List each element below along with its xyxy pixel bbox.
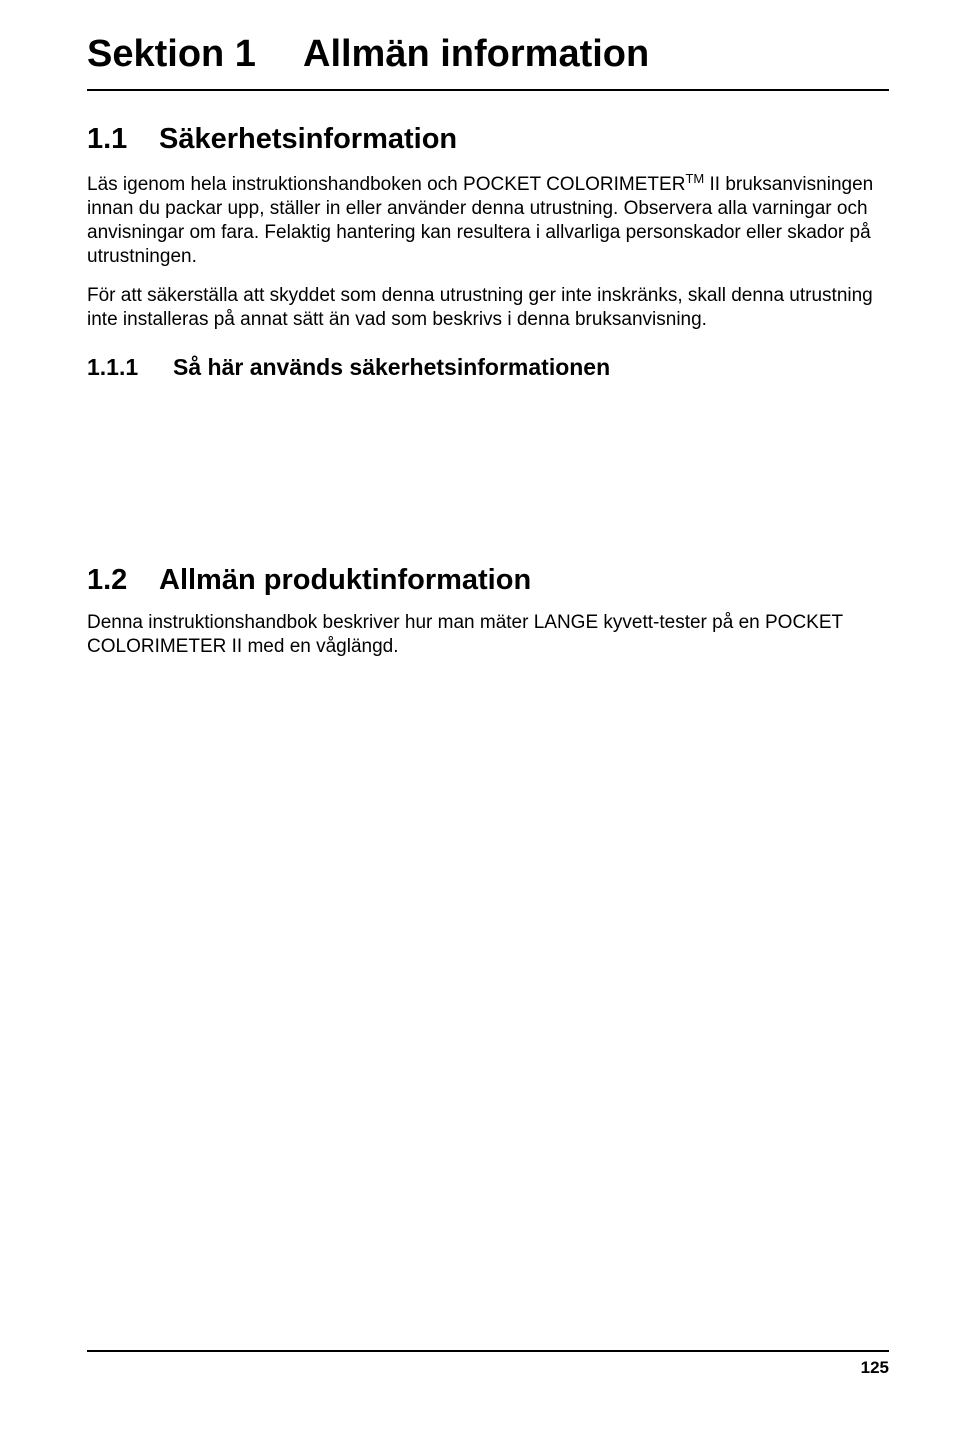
trademark-superscript: TM	[685, 171, 705, 186]
chapter-title	[87, 30, 649, 78]
section-number: 1.2	[87, 564, 128, 596]
section-number: 1.1	[87, 123, 128, 155]
paragraph-text: Läs igenom hela instruktionshandboken och POCKET COLORIMETER	[87, 174, 686, 195]
section-heading	[87, 121, 457, 157]
chapter-title-text: Allmän information	[303, 33, 650, 75]
section-title: Säkerhetsinformation	[159, 123, 458, 155]
page-number: 125	[860, 1358, 889, 1377]
paragraph: Denna instruktionshandbok beskriver hur man mäter LANGE kyvett-tester på en POCKET COLORIMETER II med en våglängd.	[87, 612, 843, 657]
subsection-title: Så här används säkerhetsinformationen	[173, 354, 611, 380]
subsection-heading	[87, 352, 610, 382]
paragraph: För att säkerställa att skyddet som denna utrustning ger inte inskränks, skall denna utrustning inte installeras på annat sätt än vad som beskrivs i denna bruksanvisning.	[87, 285, 873, 330]
paragraph	[87, 173, 889, 269]
subsection-number: 1.1.1	[87, 354, 139, 380]
section-title: Allmän produktinformation	[159, 564, 532, 596]
footer-rule	[87, 1350, 889, 1352]
header-rule	[87, 89, 889, 91]
document-page	[87, 0, 889, 1434]
paragraph-text: II bruksanvisningen innan du packar upp, ställer in eller använder denna utrustning. Observera alla varningar och anvisningar om fara. Felaktig hantering kan resultera i allvarliga personskador eller skador på utrustningen.	[87, 174, 874, 267]
section-heading	[87, 562, 531, 598]
chapter-number: Sektion 1	[87, 33, 256, 75]
